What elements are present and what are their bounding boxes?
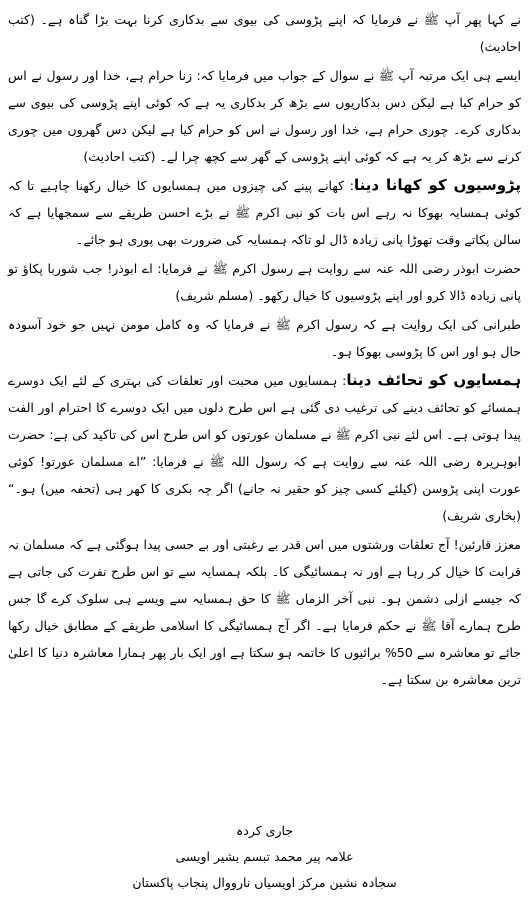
section-feeding-neighbors <box>8 172 521 253</box>
paragraph-text: طبرانی کی ایک روایت ہے کہ رسول اکرم ﷺ نے فرمایا کہ وہ کامل مومن نہیں جو خود آسودہ حال ہو اور اس کا پڑوسی بھوکا ہو۔ <box>8 317 521 359</box>
section-heading: پڑوسیوں کو کھانا دینا <box>354 176 521 194</box>
paragraph-zina-theft <box>8 62 521 170</box>
signature-block <box>8 818 521 896</box>
paragraph-text: : کھانے پینے کی چیزوں میں ہمسایوں کا خیال رکھنا چاہیے تا کہ کوئی ہمسایہ بھوکا نہ رہے اس بات کو نبی اکرم ﷺ نے بڑے احسن طریقے سے سمجھایا ہے کہ سالن پکاتے وقت تھوڑا پانی زیادہ ڈال لو تاکہ ہمسایہ کی ضرورت بھی پوری ہو جائے۔ <box>8 178 521 247</box>
paragraph-text: نے کہا پھر آپ ﷺ نے فرمایا کہ اپنے پڑوسی کی بیوی سے بدکاری کرنا بہت بڑا گناہ ہے۔ (کتب احادیث) <box>8 12 521 54</box>
paragraph-conclusion <box>8 531 521 693</box>
paragraph-text: حضرت ابوذر رضی اللہ عنہ سے روایت ہے رسول اکرم ﷺ نے فرمایا: اے ابوذر! جب شوربا پکاؤ تو پانی زیادہ ڈالا کرو اور اپنے پڑوسیوں کا خیال رکھو۔ (مسلم شریف) <box>8 261 521 303</box>
paragraph-hadith-neighbor-wife <box>8 6 521 60</box>
signature-issued-by: جاری کردہ <box>235 823 294 838</box>
signature-author-title: سجادہ نشین مرکز اویسیاں نارووال پنجاب پاکستان <box>132 875 397 890</box>
paragraph-text: : ہمسایوں میں محبت اور تعلقات کی بہتری کے لئے ایک دوسرے ہمسائے کو تحائف دینے کی ترغیب دی گئی ہے اس طرح دلوں میں ایک دوسرے کا احترام اور الفت پیدا ہوتی ہے۔ اس لئے نبی اکرم ﷺ نے مسلمان عورتوں کو اس طرح اس کی تاکید کی ہے: حضرت ابوہریرہ رضی اللہ عنہ سے روایت ہے کہ رسول اللہ ﷺ نے فرمایا: ”اے مسلمان عورتو! کوئی عورت اپنی پڑوسن (کیلئے کسی چیز کو حقیر نہ جانے) اگر چہ بکری کا کھر ہی (تحفہ میں) ہو۔“ (بخاری شریف) <box>8 373 521 523</box>
paragraph-text: معزز قارئین! آج تعلقات ورشتوں میں اس قدر بے رغبتی اور بے حسی پیدا ہوگئی ہے کہ مسلمان نہ قرابت کا خیال کر رہا ہے اور نہ ہمسائیگی کا۔ بلکہ ہمسایہ سے تو اس طرح نفرت کی جاتی ہے کہ جیسے ازلی دشمن ہو۔ نبی آخر الزماں ﷺ کا حق ہمسایہ سے ویسے ہی سلوک کرے گا جس طرح ہمارے آقا ﷺ نے حکم فرمایا ہے۔ اگر آج ہمسائیگی کا اسلامی طریقے کے مطابق خیال رکھا جائے تو معاشرہ سے 50% برائیوں کا خاتمہ ہو سکتا ہے اور ایک بار پھر ہمارا معاشرہ دنیا کا اعلیٰ ترین معاشرہ بن سکتا ہے۔ <box>8 537 521 687</box>
paragraph-tabarani-hadith <box>8 311 521 365</box>
paragraph-text: ایسے ہی ایک مرتبہ آپ ﷺ نے سوال کے جواب میں فرمایا کہ: زنا حرام ہے، خدا اور رسول نے اس کو حرام کیا ہے لیکن دس بدکاریوں سے بڑھ کر بدکاری یہ ہے کہ کوئی اپنے پڑوسی کی بیوی سے بدکاری کرے۔ چوری حرام ہے، خدا اور رسول نے اس کو حرام کیا ہے لیکن دس گھروں میں چوری کرنے سے بڑھ کر یہ ہے کہ کوئی اپنے پڑوسی کے گھر سے کچھ چرا لے۔ (کتب احادیث) <box>8 68 521 164</box>
paragraph-abu-dhar-hadith <box>8 255 521 309</box>
section-gifts-to-neighbors <box>8 367 521 529</box>
signature-author-name: علامہ پیر محمد تبسم بشیر اویسی <box>175 849 354 864</box>
section-heading: ہمسایوں کو تحائف دینا <box>346 371 521 389</box>
